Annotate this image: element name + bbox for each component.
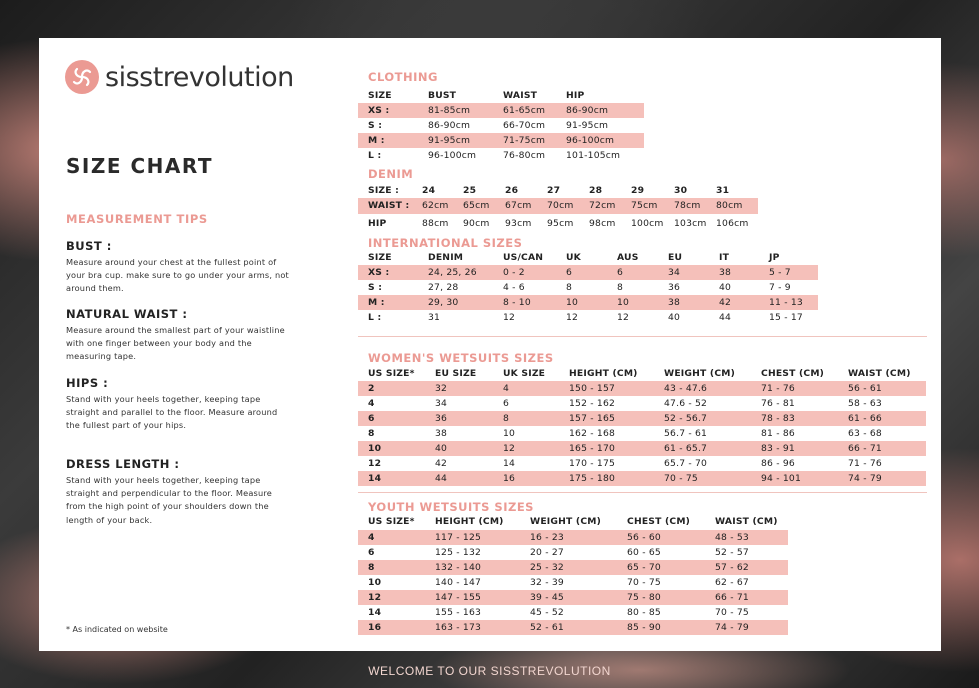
denim-waist-row — [358, 198, 758, 214]
cell: 90cm — [463, 218, 490, 229]
cell: 34 — [668, 267, 681, 278]
cell: 24 — [422, 185, 436, 196]
cell: 6 — [566, 267, 573, 278]
cell: M : — [368, 297, 385, 308]
cell: 31 — [428, 312, 441, 323]
tip-title: DRESS LENGTH : — [66, 457, 180, 471]
table-row — [358, 396, 926, 411]
cell: 8 — [503, 413, 510, 424]
header-cell: DENIM — [428, 252, 464, 263]
header-cell: EU SIZE — [435, 368, 477, 379]
cell: 71 - 76 — [848, 458, 882, 469]
cell: 52 - 57 — [715, 547, 749, 558]
cell: 44 — [719, 312, 732, 323]
cell: 65 - 70 — [627, 562, 661, 573]
cell: 98cm — [589, 218, 616, 229]
header-cell: JP — [769, 252, 780, 263]
table-row — [358, 118, 644, 133]
cell: 27 — [547, 185, 561, 196]
cell: 24, 25, 26 — [428, 267, 477, 278]
cell: 74 - 79 — [715, 622, 749, 633]
cell: 60 - 65 — [627, 547, 661, 558]
cell: 36 — [668, 282, 681, 293]
table-row — [358, 280, 818, 295]
cell: 78 - 83 — [761, 413, 795, 424]
table-row — [358, 590, 788, 605]
cell: 52 - 56.7 — [664, 413, 708, 424]
table-row — [358, 605, 788, 620]
cell: 78cm — [674, 200, 701, 211]
table-row — [358, 530, 788, 545]
cell: 7 - 9 — [769, 282, 791, 293]
cell: 38 — [719, 267, 732, 278]
international-title: INTERNATIONAL SIZES — [368, 236, 523, 250]
cell: 6 — [368, 547, 375, 558]
cell: 70 - 75 — [715, 607, 749, 618]
cell: 10 — [617, 297, 630, 308]
header-cell: US SIZE* — [368, 516, 415, 527]
cell: 12 — [566, 312, 579, 323]
cell: 14 — [368, 607, 382, 618]
table-row — [358, 381, 926, 396]
denim-hip-row — [358, 216, 758, 231]
cell: 162 - 168 — [569, 428, 616, 439]
cell: 61 - 66 — [848, 413, 882, 424]
cell: 5 - 7 — [769, 267, 791, 278]
cell: 65cm — [463, 200, 490, 211]
header-cell: UK SIZE — [503, 368, 546, 379]
cell: 42 — [719, 297, 732, 308]
cell: 76-80cm — [503, 150, 546, 161]
cell: 74 - 79 — [848, 473, 882, 484]
cell: 93cm — [505, 218, 532, 229]
header-cell: WAIST (CM) — [715, 516, 778, 527]
cell: S : — [368, 120, 383, 131]
cell: 40 — [719, 282, 732, 293]
cell: 56 - 60 — [627, 532, 661, 543]
page-title: SIZE CHART — [66, 154, 214, 178]
cell: 56.7 - 61 — [664, 428, 708, 439]
cell: 38 — [668, 297, 681, 308]
cell: 125 - 132 — [435, 547, 482, 558]
cell: 70 - 75 — [664, 473, 698, 484]
cell: 8 — [368, 428, 375, 439]
cell: 75 - 80 — [627, 592, 661, 603]
cell: 165 - 170 — [569, 443, 616, 454]
row-label: SIZE : — [368, 185, 400, 196]
cell: 48 - 53 — [715, 532, 749, 543]
header-cell: BUST — [428, 90, 457, 101]
table-row — [358, 265, 818, 280]
cell: 29, 30 — [428, 297, 459, 308]
cell: 86-90cm — [428, 120, 471, 131]
tip-text: Stand with your heels together, keeping tape straight and perpendicular to the floor. Measure from the high point of your shoulders down the length of your back. — [66, 475, 273, 525]
swirl-logo-icon — [65, 60, 99, 94]
cell: 66 - 71 — [715, 592, 749, 603]
brand-name: sisstrevolution — [105, 61, 294, 93]
tip-title: NATURAL WAIST : — [66, 307, 188, 321]
cell: 16 — [503, 473, 516, 484]
cell: 34 — [435, 398, 448, 409]
cell: 96-100cm — [428, 150, 477, 161]
cell: 103cm — [674, 218, 707, 229]
cell: 27, 28 — [428, 282, 459, 293]
cell: 44 — [435, 473, 448, 484]
header-cell: US/CAN — [503, 252, 544, 263]
youth-wetsuits-title: YOUTH WETSUITS SIZES — [368, 500, 534, 514]
table-row — [358, 575, 788, 590]
cell: 88cm — [422, 218, 449, 229]
cell: 40 — [668, 312, 681, 323]
cell: 12 — [617, 312, 630, 323]
cell: 15 - 17 — [769, 312, 803, 323]
cell: M : — [368, 135, 385, 146]
cell: 43 - 47.6 — [664, 383, 708, 394]
table-row — [358, 441, 926, 456]
table-header — [358, 88, 644, 103]
brand-logo — [65, 60, 294, 94]
denim-size-row — [358, 183, 758, 198]
cell: 10 — [368, 577, 382, 588]
table-header — [358, 366, 926, 381]
cell: 155 - 163 — [435, 607, 482, 618]
cell: 11 - 13 — [769, 297, 803, 308]
cell: 4 — [368, 532, 375, 543]
cell: 6 — [368, 413, 375, 424]
cell: 163 - 173 — [435, 622, 482, 633]
cell: 75cm — [631, 200, 658, 211]
table-header — [358, 514, 788, 529]
cell: 47.6 - 52 — [664, 398, 708, 409]
cell: 66 - 71 — [848, 443, 882, 454]
cell: 10 — [566, 297, 579, 308]
tip-text: Measure around the smallest part of your waistline with one finger between your body and the measuring tape. — [66, 325, 285, 362]
cell: 20 - 27 — [530, 547, 564, 558]
header-cell: CHEST (CM) — [761, 368, 825, 379]
cell: 140 - 147 — [435, 577, 482, 588]
cell: 39 - 45 — [530, 592, 564, 603]
cell: XS : — [368, 267, 390, 278]
cell: 67cm — [505, 200, 532, 211]
header-cell: HIP — [566, 90, 585, 101]
cell: 16 — [368, 622, 382, 633]
tip-dress-length — [66, 457, 291, 527]
cell: 80 - 85 — [627, 607, 661, 618]
footer-text: WELCOME TO OUR SISSTREVOLUTION — [368, 664, 611, 678]
cell: 28 — [589, 185, 603, 196]
womens-wetsuits-title: WOMEN'S WETSUITS SIZES — [368, 351, 554, 365]
cell: 62 - 67 — [715, 577, 749, 588]
cell: 25 - 32 — [530, 562, 564, 573]
table-row — [358, 295, 818, 310]
cell: 81 - 86 — [761, 428, 795, 439]
cell: 65.7 - 70 — [664, 458, 708, 469]
tip-title: BUST : — [66, 239, 112, 253]
cell: 71-75cm — [503, 135, 546, 146]
table-row — [358, 620, 788, 635]
header-cell: IT — [719, 252, 730, 263]
cell: 61-65cm — [503, 105, 546, 116]
cell: 70 - 75 — [627, 577, 661, 588]
cell: 6 — [617, 267, 624, 278]
cell: 40 — [435, 443, 448, 454]
cell: XS : — [368, 105, 390, 116]
cell: 45 - 52 — [530, 607, 564, 618]
table-row — [358, 103, 644, 118]
header-cell: CHEST (CM) — [627, 516, 691, 527]
table-row — [358, 411, 926, 426]
table-header — [358, 250, 818, 265]
measurement-tips-heading: MEASUREMENT TIPS — [66, 212, 208, 226]
cell: 38 — [435, 428, 448, 439]
cell: 31 — [716, 185, 730, 196]
header-cell: SIZE — [368, 90, 392, 101]
cell: 2 — [368, 383, 375, 394]
cell: 0 - 2 — [503, 267, 525, 278]
cell: 12 — [368, 592, 382, 603]
cell: 58 - 63 — [848, 398, 882, 409]
tip-text: Stand with your heels together, keeping tape straight and parallel to the floor. Measure around the fullest part of your hips. — [66, 394, 278, 431]
cell: 32 — [435, 383, 448, 394]
cell: 8 - 10 — [503, 297, 531, 308]
cell: 157 - 165 — [569, 413, 616, 424]
cell: 117 - 125 — [435, 532, 482, 543]
cell: 12 — [368, 458, 382, 469]
cell: 66-70cm — [503, 120, 546, 131]
cell: 147 - 155 — [435, 592, 482, 603]
table-row — [358, 426, 926, 441]
cell: 150 - 157 — [569, 383, 616, 394]
header-cell: HEIGHT (CM) — [435, 516, 504, 527]
cell: 70cm — [547, 200, 574, 211]
cell: 76 - 81 — [761, 398, 795, 409]
cell: 72cm — [589, 200, 616, 211]
cell: 175 - 180 — [569, 473, 616, 484]
cell: 12 — [503, 312, 516, 323]
cell: 16 - 23 — [530, 532, 564, 543]
row-label: HIP — [368, 218, 387, 229]
cell: 56 - 61 — [848, 383, 882, 394]
cell: 81-85cm — [428, 105, 471, 116]
cell: 85 - 90 — [627, 622, 661, 633]
size-chart-sheet — [39, 38, 941, 651]
cell: 94 - 101 — [761, 473, 801, 484]
header-cell: EU — [668, 252, 683, 263]
cell: 86-90cm — [566, 105, 609, 116]
row-label: WAIST : — [368, 200, 410, 211]
cell: 62cm — [422, 200, 449, 211]
cell: 57 - 62 — [715, 562, 749, 573]
cell: 12 — [503, 443, 516, 454]
tip-hips — [66, 376, 291, 433]
cell: S : — [368, 282, 383, 293]
cell: 100cm — [631, 218, 664, 229]
cell: 170 - 175 — [569, 458, 616, 469]
clothing-title: CLOTHING — [368, 70, 438, 84]
cell: 4 - 6 — [503, 282, 525, 293]
cell: 29 — [631, 185, 645, 196]
cell: 52 - 61 — [530, 622, 564, 633]
tip-title: HIPS : — [66, 376, 109, 390]
tip-natural-waist — [66, 307, 291, 364]
cell: 152 - 162 — [569, 398, 616, 409]
cell: 30 — [674, 185, 688, 196]
header-cell: WAIST — [503, 90, 538, 101]
table-row — [358, 560, 788, 575]
tip-bust — [66, 239, 291, 296]
denim-title: DENIM — [368, 167, 414, 181]
header-cell: WEIGHT (CM) — [530, 516, 602, 527]
cell: 32 - 39 — [530, 577, 564, 588]
header-cell: SIZE — [368, 252, 392, 263]
cell: 8 — [566, 282, 573, 293]
table-row — [358, 148, 644, 163]
cell: 91-95cm — [428, 135, 471, 146]
cell: 86 - 96 — [761, 458, 795, 469]
cell: 42 — [435, 458, 448, 469]
cell: 101-105cm — [566, 150, 621, 161]
header-cell: WAIST (CM) — [848, 368, 911, 379]
cell: 8 — [368, 562, 375, 573]
cell: 91-95cm — [566, 120, 609, 131]
cell: 4 — [503, 383, 510, 394]
table-row — [358, 310, 818, 325]
table-row — [358, 456, 926, 471]
cell: 8 — [617, 282, 624, 293]
header-cell: UK — [566, 252, 581, 263]
cell: 106cm — [716, 218, 749, 229]
cell: 26 — [505, 185, 519, 196]
footnote: * As indicated on website — [66, 625, 168, 634]
header-cell: AUS — [617, 252, 639, 263]
cell: 63 - 68 — [848, 428, 882, 439]
cell: 25 — [463, 185, 477, 196]
cell: 6 — [503, 398, 510, 409]
cell: L : — [368, 312, 382, 323]
cell: 10 — [503, 428, 516, 439]
section-divider — [358, 336, 927, 337]
section-divider — [358, 492, 927, 493]
cell: 80cm — [716, 200, 743, 211]
cell: 14 — [503, 458, 516, 469]
header-cell: US SIZE* — [368, 368, 415, 379]
cell: 14 — [368, 473, 382, 484]
table-row — [358, 471, 926, 486]
cell: 61 - 65.7 — [664, 443, 708, 454]
cell: 71 - 76 — [761, 383, 795, 394]
header-cell: HEIGHT (CM) — [569, 368, 638, 379]
cell: 10 — [368, 443, 382, 454]
tip-text: Measure around your chest at the fullest point of your bra cup. make sure to go under your arms, not around them. — [66, 257, 289, 294]
cell: 83 - 91 — [761, 443, 795, 454]
header-cell: WEIGHT (CM) — [664, 368, 736, 379]
table-row — [358, 545, 788, 560]
cell: 36 — [435, 413, 448, 424]
cell: 4 — [368, 398, 375, 409]
cell: 95cm — [547, 218, 574, 229]
cell: 96-100cm — [566, 135, 615, 146]
cell: 132 - 140 — [435, 562, 482, 573]
table-row — [358, 133, 644, 148]
cell: L : — [368, 150, 382, 161]
